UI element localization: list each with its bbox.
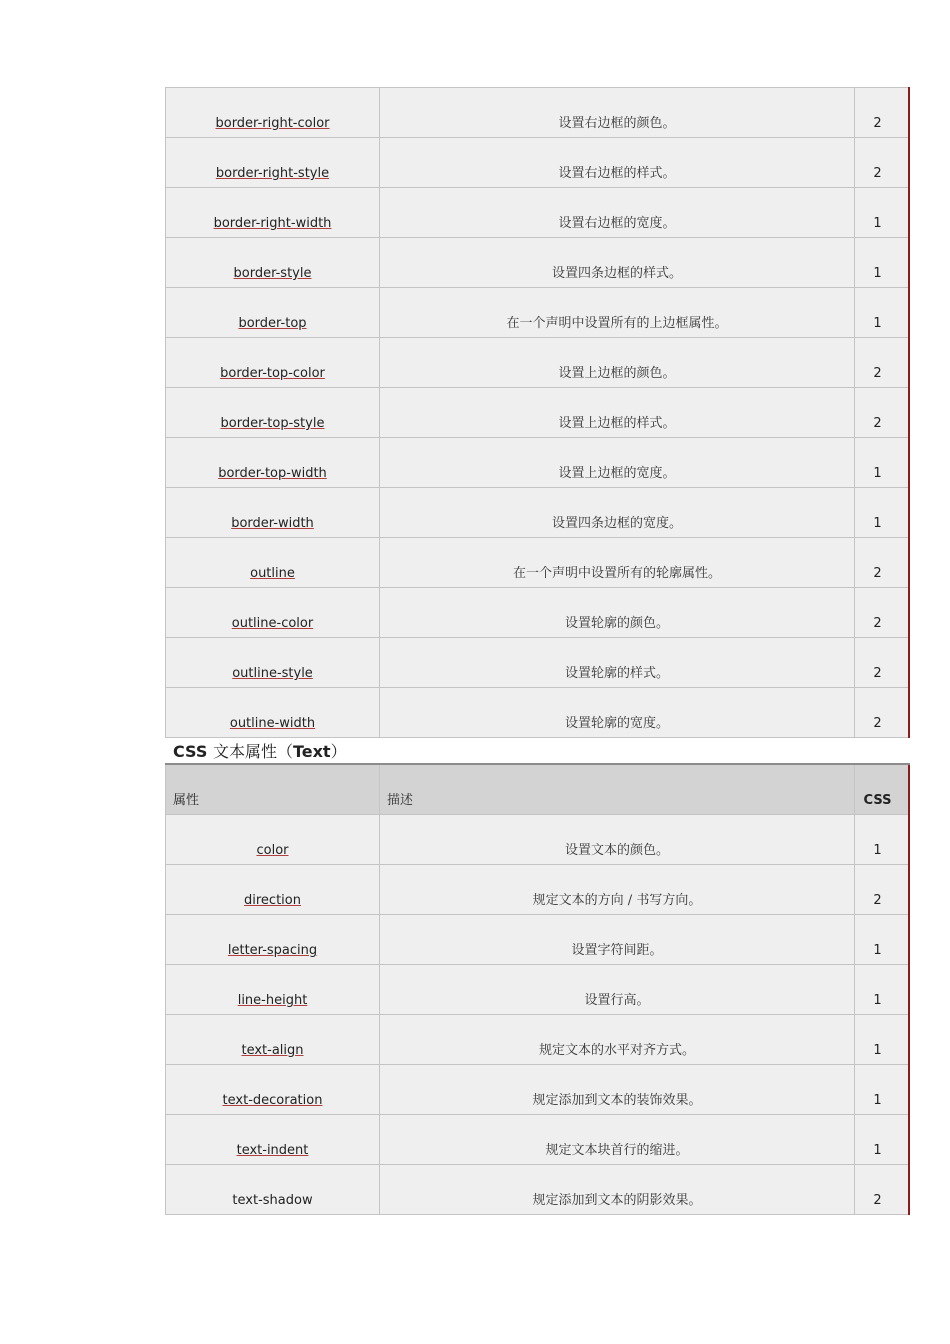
table-row — [166, 338, 910, 388]
section-title — [173, 739, 347, 762]
description-cell — [380, 88, 855, 138]
css-version: 2 — [873, 616, 882, 631]
property-cell — [166, 538, 380, 588]
css-version-cell — [855, 488, 910, 538]
description-cell — [380, 188, 855, 238]
property-link[interactable]: border-top-width — [218, 466, 327, 481]
description-cell — [380, 288, 855, 338]
property-link[interactable]: border-style — [233, 266, 312, 281]
property-link[interactable]: color — [256, 843, 289, 858]
css-version: 2 — [873, 366, 882, 381]
table-row — [166, 965, 910, 1015]
property-link[interactable]: text-align — [241, 1043, 304, 1058]
table-row — [166, 915, 910, 965]
description-text: 规定添加到文本的装饰效果。 — [532, 1093, 702, 1108]
css-version-cell — [855, 865, 910, 915]
css-version-cell — [855, 1015, 910, 1065]
property-cell — [166, 1065, 380, 1115]
property-link[interactable]: letter-spacing — [227, 943, 318, 958]
css-version-cell — [855, 138, 910, 188]
property-link[interactable]: border-top-style — [220, 416, 325, 431]
description-text: 设置文本的颜色。 — [564, 843, 669, 858]
property-cell — [166, 288, 380, 338]
section-title-css: CSS — [173, 742, 208, 761]
css-version-cell — [855, 1165, 910, 1215]
header-description: 描述 — [380, 764, 855, 815]
property-cell — [166, 188, 380, 238]
property-cell — [166, 865, 380, 915]
description-text: 在一个声明中设置所有的上边框属性。 — [506, 316, 728, 331]
header-property: 属性 — [166, 764, 380, 815]
css-version: 2 — [873, 566, 882, 581]
section-title-en: Text — [292, 742, 331, 761]
description-text: 设置轮廓的颜色。 — [564, 616, 669, 631]
css-version-cell — [855, 1065, 910, 1115]
property-cell — [166, 338, 380, 388]
property-link[interactable]: outline-color — [231, 616, 314, 631]
css-version: 1 — [873, 1143, 882, 1158]
css-version: 1 — [873, 1043, 882, 1058]
table-row — [166, 638, 910, 688]
property-cell — [166, 815, 380, 865]
description-text: 设置右边框的样式。 — [558, 166, 676, 181]
css-version-cell — [855, 688, 910, 738]
table-row — [166, 438, 910, 488]
property-cell — [166, 1015, 380, 1065]
table-header-row — [166, 764, 910, 815]
description-text: 设置上边框的颜色。 — [558, 366, 676, 381]
border-properties-table — [165, 87, 910, 738]
property-cell — [166, 965, 380, 1015]
description-text: 规定文本块首行的缩进。 — [545, 1143, 689, 1158]
table-row — [166, 1065, 910, 1115]
description-cell — [380, 238, 855, 288]
css-version-cell — [855, 588, 910, 638]
description-text: 规定文本的方向 / 书写方向。 — [532, 893, 702, 908]
css-version: 1 — [873, 266, 882, 281]
section-title-cn: 文本属性（ — [212, 742, 293, 761]
description-text: 规定文本的水平对齐方式。 — [538, 1043, 695, 1058]
description-text: 设置四条边框的宽度。 — [551, 516, 682, 531]
table-row — [166, 488, 910, 538]
css-version: 2 — [873, 893, 882, 908]
css-version: 1 — [873, 1093, 882, 1108]
css-version-cell — [855, 965, 910, 1015]
description-text: 设置字符间距。 — [571, 943, 663, 958]
property-link[interactable]: outline-style — [232, 666, 313, 681]
description-text: 设置右边框的宽度。 — [558, 216, 676, 231]
description-text: 设置轮廓的宽度。 — [564, 716, 669, 731]
property-cell — [166, 688, 380, 738]
css-version: 2 — [873, 716, 882, 731]
table-row — [166, 1165, 910, 1215]
css-version-cell — [855, 1115, 910, 1165]
css-version: 1 — [873, 843, 882, 858]
property-link[interactable]: line-height — [237, 993, 308, 1008]
description-cell — [380, 1015, 855, 1065]
property-link[interactable]: text-indent — [236, 1143, 309, 1158]
property-cell — [166, 1165, 380, 1215]
description-cell — [380, 638, 855, 688]
property-link[interactable]: border-right-color — [215, 116, 330, 131]
table-row — [166, 388, 910, 438]
property-cell — [166, 138, 380, 188]
css-version: 1 — [873, 943, 882, 958]
css-version-cell — [855, 238, 910, 288]
property-cell — [166, 238, 380, 288]
property-link[interactable]: border-top-color — [220, 366, 325, 381]
description-cell — [380, 815, 855, 865]
property-cell — [166, 1115, 380, 1165]
description-text: 设置上边框的样式。 — [558, 416, 676, 431]
table-row — [166, 238, 910, 288]
css-version: 2 — [873, 416, 882, 431]
table-row — [166, 588, 910, 638]
property-link[interactable]: border-top — [238, 316, 307, 331]
property-link[interactable]: border-width — [231, 516, 314, 531]
description-cell — [380, 338, 855, 388]
text-properties-table — [165, 763, 910, 1215]
description-text: 规定添加到文本的阴影效果。 — [532, 1193, 702, 1208]
property-cell — [166, 388, 380, 438]
description-text: 设置行高。 — [584, 993, 650, 1008]
property-cell — [166, 588, 380, 638]
css-version-cell — [855, 188, 910, 238]
description-text: 设置右边框的颜色。 — [558, 116, 676, 131]
css-version-cell — [855, 538, 910, 588]
property-cell — [166, 488, 380, 538]
css-version-cell — [855, 288, 910, 338]
property-text: text-shadow — [232, 1193, 313, 1208]
css-version-cell — [855, 338, 910, 388]
table-row — [166, 865, 910, 915]
table-row — [166, 815, 910, 865]
css-version: 1 — [873, 466, 882, 481]
description-text: 设置四条边框的样式。 — [551, 266, 682, 281]
property-cell — [166, 915, 380, 965]
table-row — [166, 188, 910, 238]
css-version: 2 — [873, 1193, 882, 1208]
description-cell — [380, 138, 855, 188]
description-cell — [380, 488, 855, 538]
css-version-cell — [855, 638, 910, 688]
property-link[interactable]: border-right-width — [213, 216, 332, 231]
property-link[interactable]: direction — [244, 893, 301, 908]
description-cell — [380, 915, 855, 965]
css-version: 1 — [873, 216, 882, 231]
css-version: 1 — [873, 993, 882, 1008]
description-cell — [380, 1115, 855, 1165]
css-version-cell — [855, 438, 910, 488]
css-version-cell — [855, 915, 910, 965]
property-link[interactable]: outline-width — [229, 716, 316, 731]
css-version: 1 — [873, 516, 882, 531]
description-cell — [380, 1065, 855, 1115]
section-title-close: ） — [330, 742, 347, 761]
property-cell — [166, 438, 380, 488]
table-row — [166, 288, 910, 338]
table-row — [166, 138, 910, 188]
css-version: 2 — [873, 166, 882, 181]
property-link[interactable]: outline — [250, 566, 295, 581]
property-link[interactable]: text-decoration — [222, 1093, 323, 1108]
description-cell — [380, 388, 855, 438]
description-cell — [380, 438, 855, 488]
property-cell — [166, 88, 380, 138]
header-css: CSS — [855, 764, 910, 815]
table-row — [166, 1115, 910, 1165]
property-cell — [166, 638, 380, 688]
description-cell — [380, 688, 855, 738]
css-version-cell — [855, 388, 910, 438]
css-version-cell — [855, 815, 910, 865]
table-row — [166, 1015, 910, 1065]
css-version: 1 — [873, 316, 882, 331]
description-cell — [380, 965, 855, 1015]
css-version: 2 — [873, 666, 882, 681]
property-link[interactable]: border-right-style — [215, 166, 330, 181]
description-text: 设置轮廓的样式。 — [564, 666, 669, 681]
description-text: 设置上边框的宽度。 — [558, 466, 676, 481]
description-text: 在一个声明中设置所有的轮廓属性。 — [512, 566, 721, 581]
description-cell — [380, 538, 855, 588]
description-cell — [380, 588, 855, 638]
description-cell — [380, 1165, 855, 1215]
css-version-cell — [855, 88, 910, 138]
table-row — [166, 688, 910, 738]
table-row — [166, 538, 910, 588]
description-cell — [380, 865, 855, 915]
css-version: 2 — [873, 116, 882, 131]
table-row — [166, 88, 910, 138]
